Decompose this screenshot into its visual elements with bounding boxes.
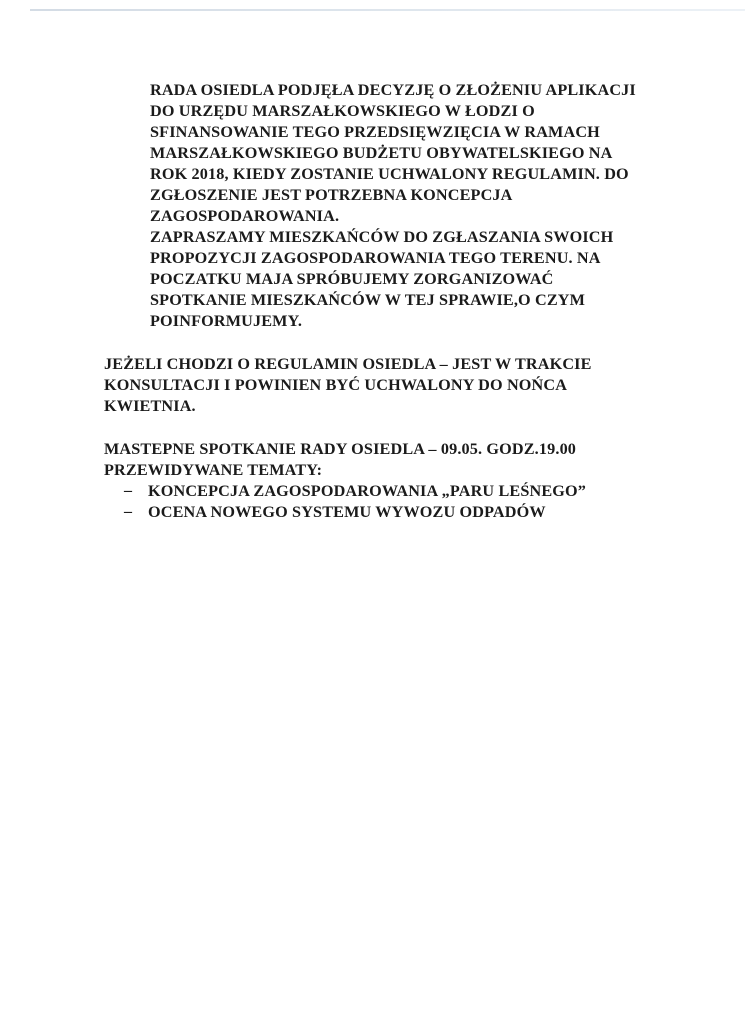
- paragraph-1-line: SPOTKANIE MIESZKAŃCÓW W TEJ SPRAWIE,O CZYM: [150, 291, 586, 309]
- paragraph-1-line: ZAPRASZAMY MIESZKAŃCÓW DO ZGŁASZANIA SWOICH: [150, 228, 614, 246]
- paragraph-1-line: ZGŁOSZENIE JEST POTRZEBNA KONCEPCJA: [150, 186, 513, 204]
- paragraph-1-line: POINFORMUJEMY.: [150, 312, 303, 330]
- paragraph-2-line: KWIETNIA.: [104, 397, 196, 415]
- paragraph-1-line: PROPOZYCJI ZAGOSPODAROWANIA TEGO TERENU. NA: [150, 249, 601, 267]
- paragraph-1-line: ROK 2018, KIEDY ZOSTANIE UCHWALONY REGULAMIN. DO: [150, 165, 629, 183]
- paragraph-1-line: ZAGOSPODAROWANIA.: [150, 207, 340, 225]
- bullet-marker: –: [124, 482, 132, 499]
- paragraph-1-line: DO URZĘDU MARSZAŁKOWSKIEGO W ŁODZI O: [150, 102, 535, 120]
- list-item: KONCEPCJA ZAGOSPODAROWANIA „PARU LEŚNEGO”: [148, 482, 587, 500]
- paragraph-1-line: RADA OSIEDLA PODJĘŁA DECYZJĘ O ZŁOŻENIU APLIKACJI: [150, 81, 636, 99]
- list-item: OCENA NOWEGO SYSTEMU WYWOZU ODPADÓW: [148, 503, 546, 521]
- paragraph-1-line: MARSZAŁKOWSKIEGO BUDŻETU OBYWATELSKIEGO NA: [150, 144, 613, 162]
- paragraph-3-line: MASTEPNE SPOTKANIE RADY OSIEDLA – 09.05. GODZ.19.00: [104, 440, 577, 458]
- paragraph-1-line: POCZATKU MAJA SPRÓBUJEMY ZORGANIZOWAĆ: [150, 270, 554, 288]
- paragraph-2-line: KONSULTACJI I POWINIEN BYĆ UCHWALONY DO NOŃCA: [104, 376, 568, 394]
- bullet-marker: –: [124, 503, 132, 520]
- paragraph-3-line: PRZEWIDYWANE TEMATY:: [104, 461, 323, 479]
- paragraph-2-line: JEŻELI CHODZI O REGULAMIN OSIEDLA – JEST W TRAKCIE: [104, 355, 592, 373]
- paragraph-1-line: SFINANSOWANIE TEGO PRZEDSIĘWZIĘCIA W RAMACH: [150, 123, 600, 141]
